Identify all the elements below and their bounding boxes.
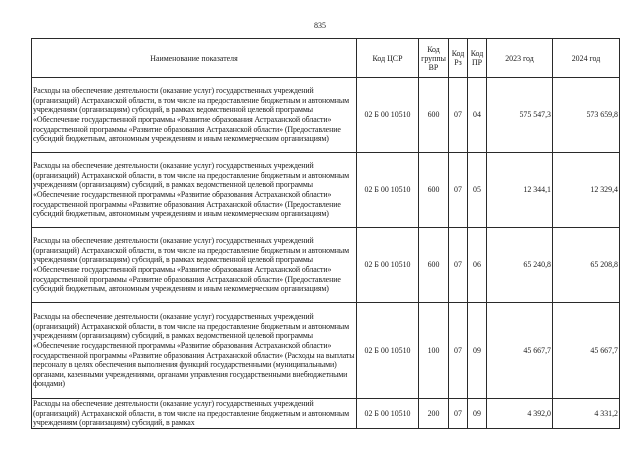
row-pr: 05 [468, 153, 487, 228]
row-2023: 45 667,7 [487, 303, 553, 399]
row-vr: 600 [419, 228, 449, 303]
row-2023: 65 240,8 [487, 228, 553, 303]
budget-table [31, 38, 620, 429]
row-vr: 100 [419, 303, 449, 399]
row-2023: 575 547,3 [487, 78, 553, 153]
row-rz: 07 [449, 153, 468, 228]
row-2024: 12 329,4 [553, 153, 620, 228]
row-rz: 07 [449, 303, 468, 399]
row-vr: 600 [419, 78, 449, 153]
row-csr: 02 Б 00 10510 [357, 153, 419, 228]
row-vr: 200 [419, 399, 449, 429]
row-2023: 4 392,0 [487, 399, 553, 429]
header-row [32, 39, 620, 78]
table-row [32, 78, 620, 153]
row-name: Расходы на обеспечение деятельности (оказание услуг) государственных учреждений (организаций) Астраханской области, в том числе на предоставление бюджетным и автономным учреждениям (организациям) субсидий, в рамках ведомственной целевой программы «Обеспечение государственной программы «Развитие образования Астраханской области» государственной программы «Развитие образования Астраханской области» (Предоставление субсидий бюджетным, автономным учреждениям и иным некоммерческим организациям) [32, 228, 357, 303]
row-name: Расходы на обеспечение деятельности (оказание услуг) государственных учреждений (организаций) Астраханской области, в том числе на предоставление бюджетным и автономным учреждениям (организациям) субсидий, в рамках ведомственной целевой программы «Обеспечение государственной программы «Развитие образования Астраханской области» государственной программы «Развитие образования Астраханской области» (Предоставление субсидий бюджетным, автономным учреждениям и иным некоммерческим организациям) [32, 78, 357, 153]
header-2024: 2024 год [553, 39, 620, 78]
table-row [32, 153, 620, 228]
header-csr: Код ЦСР [357, 39, 419, 78]
row-csr: 02 Б 00 10510 [357, 399, 419, 429]
table-row [32, 303, 620, 399]
row-pr: 09 [468, 399, 487, 429]
header-vr: Код группы ВР [419, 39, 449, 78]
row-csr: 02 Б 00 10510 [357, 303, 419, 399]
header-rz: Код Рз [449, 39, 468, 78]
header-2023: 2023 год [487, 39, 553, 78]
row-pr: 09 [468, 303, 487, 399]
row-name: Расходы на обеспечение деятельности (оказание услуг) государственных учреждений (организаций) Астраханской области, в том числе на предоставление бюджетным и автономным учреждениям (организациям) субсидий, в рамках ведомственной целевой программы «Обеспечение государственной программы «Развитие образования Астраханской области» государственной программы «Развитие образования Астраханской области» (Предоставление субсидий бюджетным, автономным учреждениям и иным некоммерческим организациям) [32, 153, 357, 228]
row-csr: 02 Б 00 10510 [357, 228, 419, 303]
row-2024: 4 331,2 [553, 399, 620, 429]
row-2023: 12 344,1 [487, 153, 553, 228]
table-row [32, 399, 620, 429]
row-rz: 07 [449, 78, 468, 153]
header-pr: Код ПР [468, 39, 487, 78]
row-2024: 45 667,7 [553, 303, 620, 399]
header-name: Наименование показателя [32, 39, 357, 78]
table-row [32, 228, 620, 303]
row-2024: 65 208,8 [553, 228, 620, 303]
row-name: Расходы на обеспечение деятельности (оказание услуг) государственных учреждений (организаций) Астраханской области, в том числе на предоставление бюджетным и автономным учреждениям (организациям) субсидий, в рамках ведомственной целевой программы «Обеспечение государственной программы «Развитие образования Астраханской области» государственной программы «Развитие образования Астраханской области» (Расходы на выплаты персоналу в целях обеспечения выполнения функций государственными (муниципальными) органами, казенными учреждениями, органами управления государственными внебюджетными фондами) [32, 303, 357, 399]
row-name: Расходы на обеспечение деятельности (оказание услуг) государственных учреждений (организаций) Астраханской области, в том числе на предоставление бюджетным и автономным учреждениям (организациям) субсидий, в рамках [32, 399, 357, 429]
row-csr: 02 Б 00 10510 [357, 78, 419, 153]
row-vr: 600 [419, 153, 449, 228]
row-rz: 07 [449, 399, 468, 429]
row-rz: 07 [449, 228, 468, 303]
page-number: 835 [314, 21, 326, 30]
row-pr: 06 [468, 228, 487, 303]
row-pr: 04 [468, 78, 487, 153]
row-2024: 573 659,8 [553, 78, 620, 153]
